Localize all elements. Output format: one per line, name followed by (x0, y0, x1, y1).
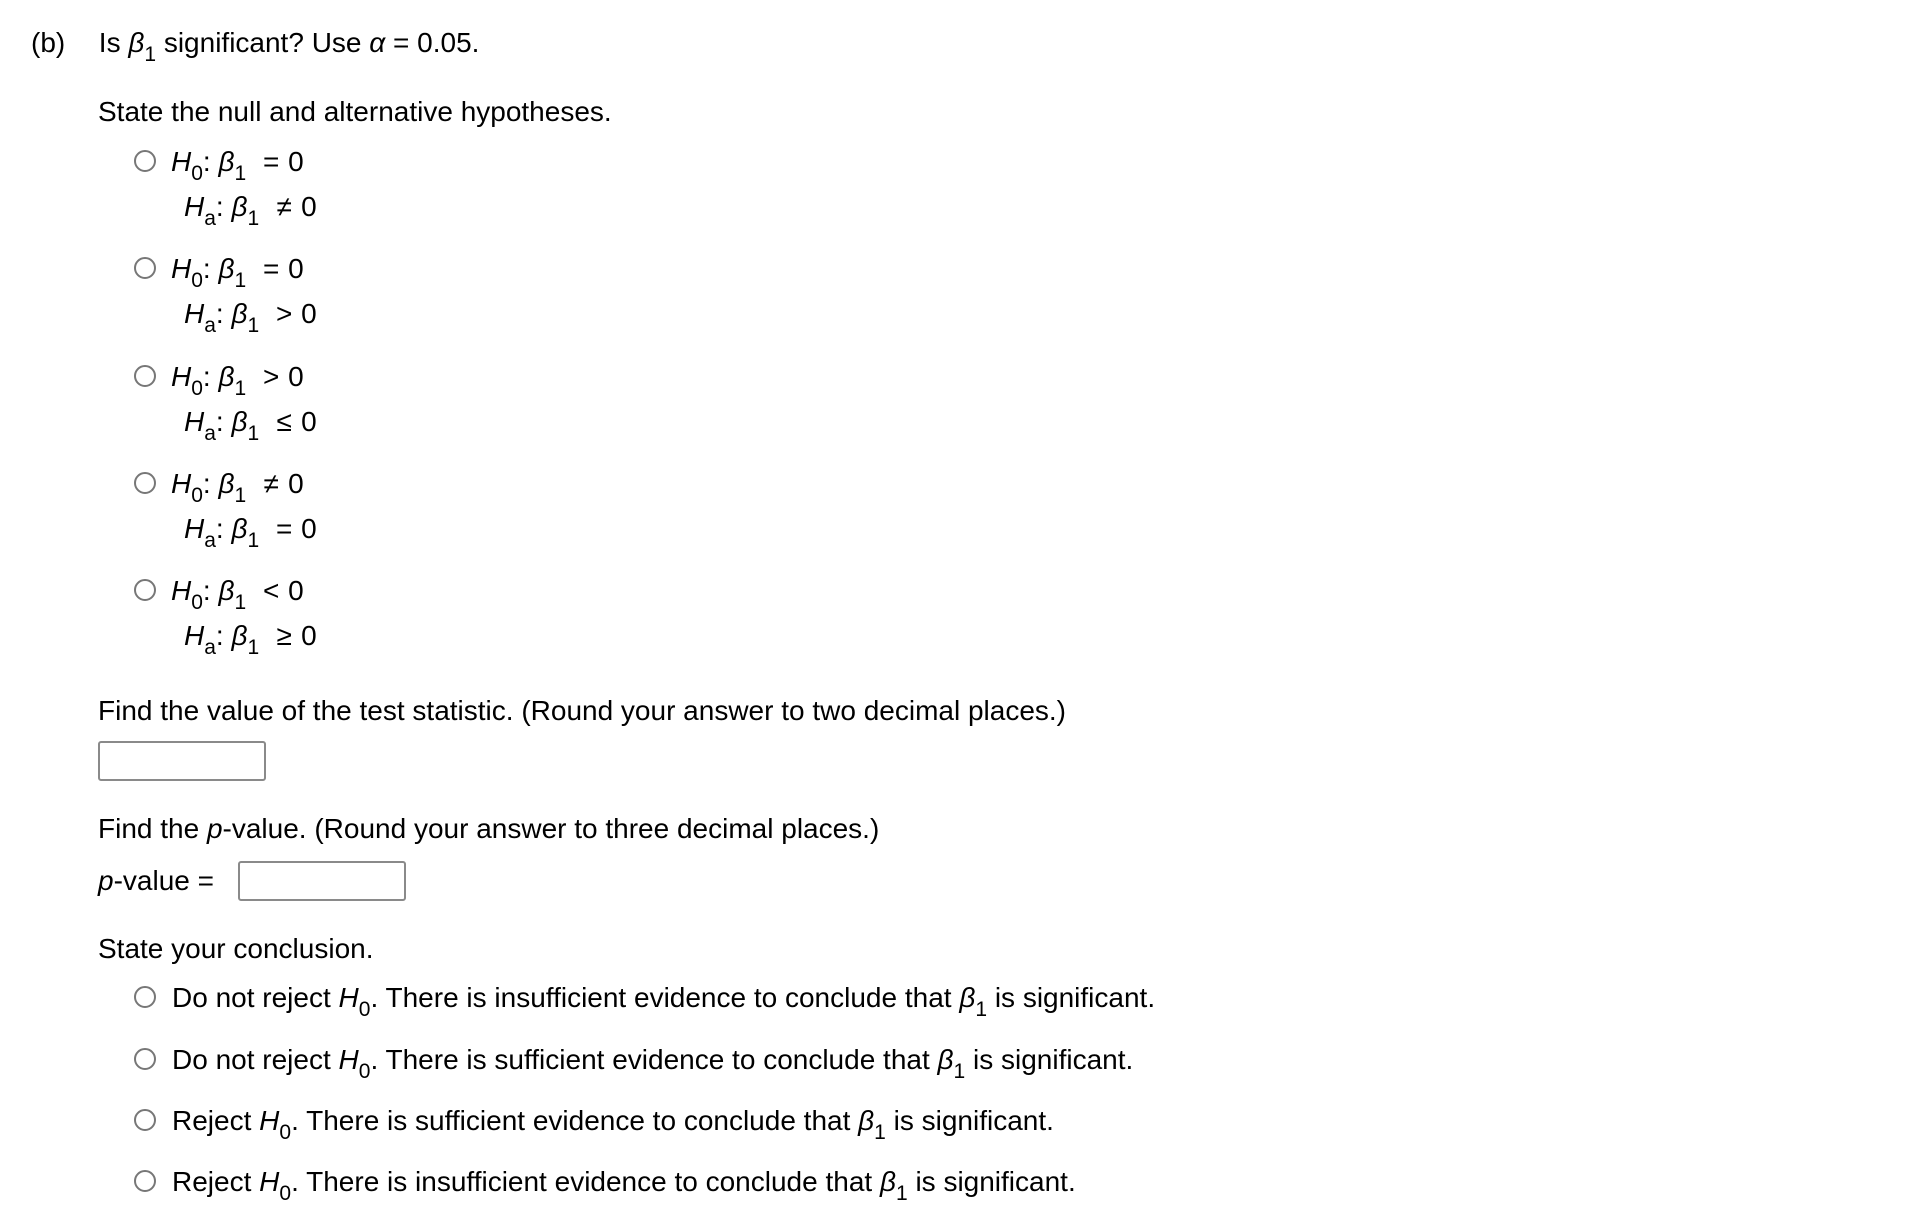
hypothesis-5-alt: $H_a$: $\beta_1 \ge 0$ (184, 620, 317, 659)
p-value-input[interactable] (238, 861, 406, 901)
conclusion-option-4: Reject $H_0$. There is insufficient evidence to conclude that $\beta_1$ is significant. (172, 1166, 1076, 1205)
hypothesis-radio-3[interactable] (134, 365, 156, 387)
hypothesis-3-alt: $H_a$: $\beta_1 \le 0$ (184, 406, 317, 445)
beta-symbol: β (128, 27, 145, 58)
alpha-symbol: α (369, 27, 386, 58)
conclusion-option-1: Do not reject $H_0$. There is insufficient evidence to conclude that $\beta_1$ is significant. (172, 982, 1156, 1021)
conclusion-prompt: State your conclusion. (98, 933, 374, 964)
hypothesis-3-null: $H_0$: $\beta_1 > 0$ (171, 361, 304, 400)
conclusion-radio-3[interactable] (134, 1109, 156, 1131)
hypothesis-4-null: $H_0$: $\beta_1 \ne 0$ (171, 468, 304, 507)
hypothesis-2-null: $H_0$: $\beta_1 = 0$ (171, 253, 304, 292)
hypothesis-1-null: $H_0$: $\beta_1 = 0$ (171, 146, 304, 185)
part-question: (b) Is $\beta_1$ significant? Use α = 0.05. (31, 27, 480, 66)
hypothesis-radio-4[interactable] (134, 472, 156, 494)
hypothesis-radio-5[interactable] (134, 579, 156, 601)
hypothesis-4-alt: $H_a$: $\beta_1 = 0$ (184, 513, 317, 552)
hypothesis-1-alt: $H_a$: $\beta_1 \ne 0$ (184, 191, 317, 230)
hypotheses-prompt: State the null and alternative hypotheses. (98, 96, 612, 127)
question-mid: significant? Use (163, 27, 362, 58)
question-prefix: Is (98, 27, 121, 58)
conclusion-option-3: Reject $H_0$. There is sufficient evidence to conclude that $\beta_1$ is significant. (172, 1105, 1054, 1144)
conclusion-option-2: Do not reject $H_0$. There is sufficient evidence to conclude that $\beta_1$ is significant. (172, 1044, 1134, 1083)
test-statistic-input[interactable] (98, 741, 266, 781)
p-value-label: p-value = (98, 865, 214, 896)
hypothesis-5-null: $H_0$: $\beta_1 < 0$ (171, 575, 304, 614)
p-value-prompt: Find the p-value. (Round your answer to three decimal places.) (98, 813, 880, 844)
conclusion-radio-1[interactable] (134, 986, 156, 1008)
question-end: = 0.05. (393, 27, 480, 58)
conclusion-radio-4[interactable] (134, 1170, 156, 1192)
hypothesis-2-alt: $H_a$: $\beta_1 > 0$ (184, 298, 317, 337)
conclusion-radio-2[interactable] (134, 1048, 156, 1070)
hypothesis-radio-2[interactable] (134, 257, 156, 279)
part-label: (b) (31, 27, 66, 58)
test-statistic-prompt: Find the value of the test statistic. (Round your answer to two decimal places.) (98, 695, 1067, 726)
hypothesis-radio-1[interactable] (134, 150, 156, 172)
